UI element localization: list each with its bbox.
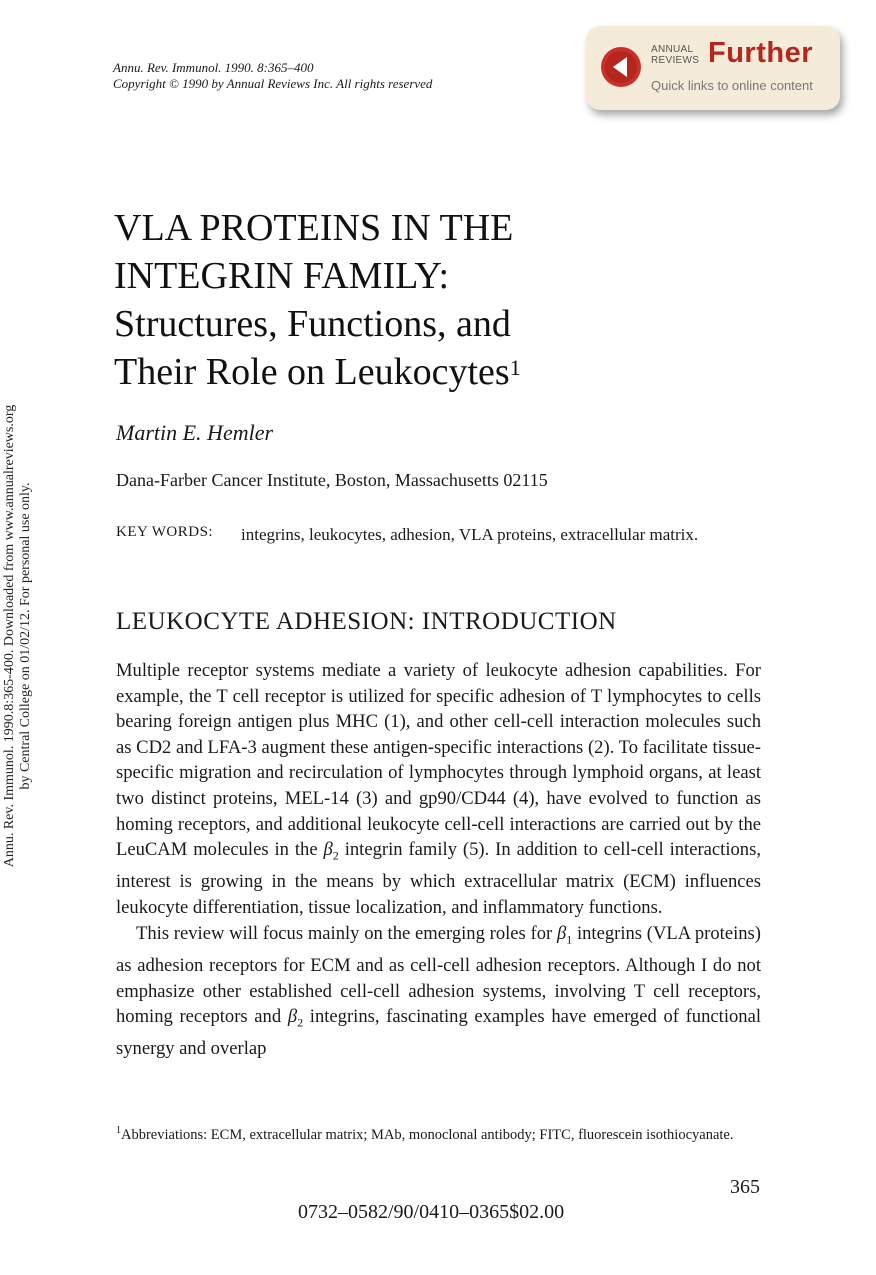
footnote-mark: 1 xyxy=(116,1125,121,1136)
footnote-text: Abbreviations: ECM, extracellular matrix; MAb, monoclonal antibody; FITC, fluorescein isothiocyanate. xyxy=(121,1126,734,1143)
section-heading: LEUKOCYTE ADHESION: INTRODUCTION xyxy=(116,608,617,635)
download-notice-line2: by Central College on 01/02/12. For personal use only. xyxy=(18,482,33,790)
keywords-label: KEY WORDS: xyxy=(116,524,214,540)
annual-reviews-label: ANNUAL REVIEWS xyxy=(651,44,700,66)
paragraph-1: Multiple receptor systems mediate a variety of leukocyte adhesion capabilities. For example, the T cell receptor is utilized for specific adhesion of T lymphocytes to cells bearing foreign antigen plus MHC (1), and other cell-cell interaction molecules such as CD2 and LFA-3 augment these antigen-specific interactions (2). To facilitate tissue-specific migration and recirculation of lymphocytes through lymphoid organs, at least two distinct proteins, MEL-14 (3) and gp90/CD44 (4), have evolved to function as homing receptors, and additional leukocyte cell-cell interactions are carried out by the LeuCAM molecules in the $\beta_2$ integrin family (5). In addition to cell-cell interactions, interest is growing in the means by which extracellular matrix (ECM) influences leukocyte differentiation, tissue localization, and inflammatory functions. xyxy=(116,660,761,919)
footnote xyxy=(116,1120,761,1146)
copyright-line: Copyright © 1990 by Annual Reviews Inc. All rights reserved xyxy=(113,76,433,91)
author-affiliation: Dana-Farber Cancer Institute, Boston, Massachusetts 02115 xyxy=(116,470,548,490)
title-line-3: Structures, Functions, and xyxy=(114,303,511,345)
article-code: 0732–0582/90/0410–0365$02.00 xyxy=(298,1201,565,1223)
download-notice xyxy=(2,360,34,912)
author-name: Martin E. Hemler xyxy=(116,420,274,445)
quick-links-label: Quick links to online content xyxy=(651,78,813,93)
paragraph-2: This review will focus mainly on the emerging roles for $\beta_1$ integrins (VLA proteins) as adhesion receptors for ECM and as cell-cell adhesion receptors. Although I do not emphasize other established cell-cell adhesion systems, involving T cell receptors, homing receptors and $\beta_2$ integrins, fascinating examples have emerged of functional synergy and overlap xyxy=(116,922,761,1060)
journal-header xyxy=(113,60,432,92)
download-notice-line1: Annu. Rev. Immunol. 1990.8:365-400. Downloaded from www.annualreviews.org xyxy=(2,404,17,868)
body-text xyxy=(116,658,761,1062)
journal-citation: Annu. Rev. Immunol. 1990. 8:365–400 xyxy=(113,60,314,75)
article-title xyxy=(114,204,521,396)
page-number: 365 xyxy=(730,1176,760,1198)
keywords-list: integrins, leukocytes, adhesion, VLA proteins, extracellular matrix. xyxy=(241,525,699,544)
further-badge[interactable] xyxy=(586,26,840,110)
title-line-1: VLA PROTEINS IN THE xyxy=(114,207,514,249)
play-back-icon xyxy=(600,46,642,88)
title-footnote-mark: 1 xyxy=(509,355,521,380)
title-line-4: Their Role on Leukocytes xyxy=(114,351,510,393)
title-line-2: INTEGRIN FAMILY: xyxy=(114,255,450,297)
further-label: Further xyxy=(708,37,813,69)
